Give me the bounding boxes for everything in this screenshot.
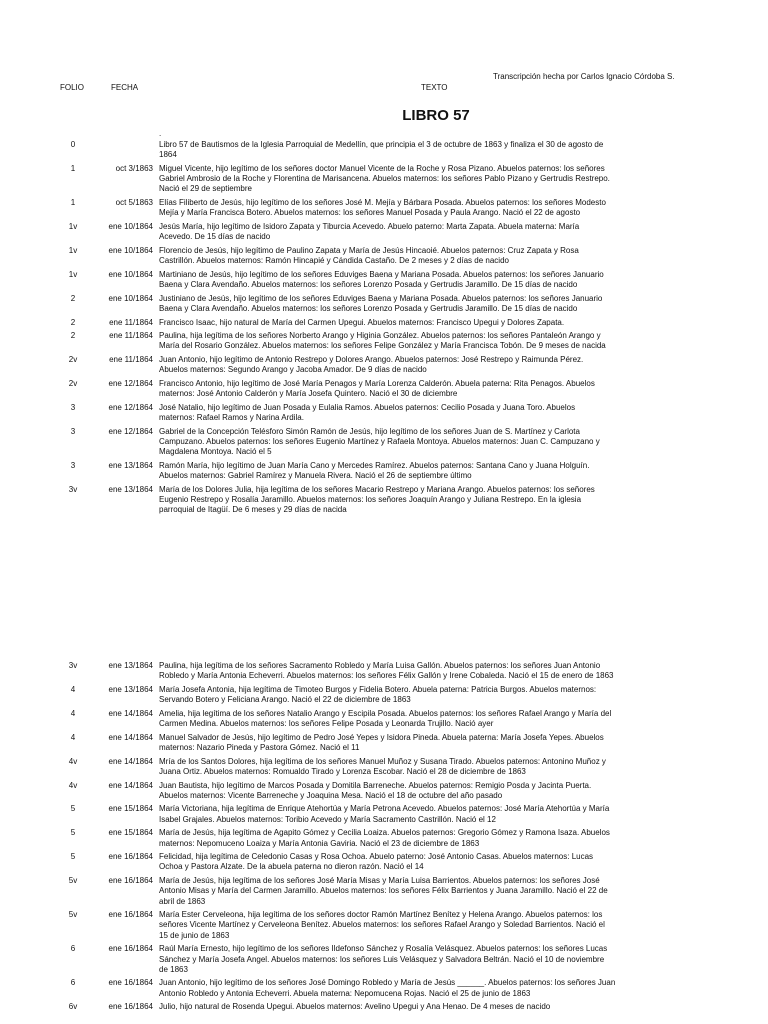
record-text	[159, 403, 719, 423]
record-text-line: Raúl María Ernesto, hijo legítimo de los señores Ildefonso Sánchez y Rosalía Velásquez. Abuelos paternos: los señores Lucas	[159, 944, 608, 954]
record-text	[159, 757, 719, 777]
record-text-line: Sánchez y María Josefa Angel. Abuelos maternos: los señores Luis Velásquez y Salvadora Beltrán. Nació el 10 de noviembre	[159, 954, 605, 964]
record-text-line: Antonio Robledo y Antonia Echeverri. Abuela materna: Nepomucena Rojas. Nació el 25 de junio de 1863	[159, 988, 531, 998]
record-folio: 1v	[68, 245, 78, 255]
record-date: ene 10/1864	[108, 293, 153, 303]
record-folio: 6v	[68, 1002, 78, 1012]
record-date: ene 16/1864	[108, 876, 153, 886]
record-date: ene 15/1864	[108, 828, 153, 838]
record-date: oct 5/1863	[115, 198, 153, 207]
record-date: ene 16/1864	[108, 944, 153, 954]
record-folio: 1	[70, 198, 76, 207]
record-folio: 4v	[68, 756, 78, 766]
record-text-line: abril de 1863	[159, 896, 206, 906]
record-folio: 2v	[68, 355, 78, 365]
record-folio: 1v	[68, 221, 78, 231]
record-text-line: María de Jesús, hija legítima de Agapito Gómez y Cecilia Loaiza. Abuelos paternos: Gregorio Gómez y Ramona Isaza. Abuelos	[159, 828, 610, 838]
record-folio: 2	[70, 293, 76, 303]
record-text-line: Juan Bautista, hijo legítimo de Marcos Posada y Domitila Barreneche. Abuelos paternos: Remigio Posda y Jacinta Puerta.	[159, 780, 592, 790]
record-folio: 3v	[68, 661, 78, 670]
record-text-line: Carmen Medina. Abuelos maternos: los señores Felipe Posada y Leonarda Trujillo. Nació ayer	[159, 719, 494, 728]
record-date: ene 10/1864	[108, 245, 153, 255]
record-text	[159, 140, 719, 160]
record-date: ene 16/1864	[108, 852, 153, 862]
transcription-credit: Transcripción hecha por Carlos Ignacio Córdoba S.	[493, 72, 675, 81]
record-text-line: Mría de los Santos Dolores, hija legítima de los señores Manuel Muñoz y Susana Tirado. Abuelos paternos: Antonino Muñoz y	[159, 756, 606, 766]
record-text	[159, 709, 719, 729]
record-text	[159, 198, 719, 218]
record-text-line: Gabriel Ambrosio de la Roche y Florentina de Marisancena. Abuelos maternos: los señores Pablo Pizano y Gertrudis Restrepo.	[159, 174, 610, 184]
record-text	[159, 876, 719, 907]
record-folio: 6	[70, 944, 76, 954]
record-text-line: Juana Ortiz. Abuelos maternos: Romualdo Tirado y Lorenza Escobar. Nació el 28 de diciembre de 1863	[159, 766, 526, 776]
record-folio: 5	[70, 828, 76, 838]
record-text	[159, 294, 719, 314]
record-text-line: Juan Antonio, hijo legítimo de Antonio Restrepo y Dolores Arango. Abuelos paternos: José Restrepo y Raimunda Pérez.	[159, 355, 584, 365]
record-text-line: Florencio de Jesús, hijo legítimo de Paulino Zapata y María de Jesús Hincaoié. Abuelos paternos: Cruz Zapata y Rosa	[159, 245, 579, 255]
record-text	[159, 461, 719, 481]
record-date: ene 11/1864	[109, 317, 153, 327]
record-folio: 2	[70, 317, 76, 327]
record-date: oct 3/1863	[115, 163, 153, 173]
record-folio: 3	[70, 426, 76, 436]
record-date: ene 11/1864	[109, 355, 153, 365]
record-text	[159, 246, 719, 266]
record-date: ene 13/1864	[108, 684, 153, 694]
record-text	[159, 733, 719, 753]
record-text	[159, 978, 719, 998]
record-text-line: 1864	[159, 150, 177, 160]
column-header-fecha: FECHA	[111, 83, 139, 92]
record-date: ene 13/1864	[108, 661, 153, 670]
record-text-line: José Natalio, hijo legítimo de Juan Posada y Eulalia Ramos. Abuelos paternos: Cecilio Posada y Juana Toro. Abuelos	[159, 402, 576, 412]
record-text	[159, 355, 719, 375]
record-folio: 3v	[68, 484, 78, 494]
record-text-line: maternos: José Antonio Calderón y María Josefa Quintero. Nació el 30 de diciembre	[159, 389, 458, 399]
record-text-line: Baena y Clara Avendaño. Abuelos maternos: los señores Lorenzo Posada y Gertrudis Jaramillo. De 15 días de nacido	[159, 303, 578, 313]
record-date: ene 13/1864	[108, 484, 153, 494]
record-text	[159, 685, 719, 705]
record-folio: 1v	[68, 269, 78, 279]
record-folio: 6	[70, 978, 76, 988]
record-text-line: Felicidad, hija legítima de Celedonio Casas y Rosa Ochoa. Abuelo paterno: José Antonio Casas. Abuelos maternos: Lucas	[159, 852, 594, 862]
record-text-line: Francisco Antonio, hijo legítimo de José María Penagos y María Lorenza Calderón. Abuela paterna: Rita Penagos. Abuelos	[159, 379, 595, 388]
record-folio: 5v	[68, 910, 78, 920]
record-text-line: Gabriel de la Concepción Telésforo Simón Ramón de Jesús, hijo legítimo de los señores Juan de S. Martínez y Carlota	[159, 426, 580, 436]
leading-dot: .	[159, 129, 162, 138]
record-text-line: maternos: Rafael Ramos y Narina Ardila.	[159, 413, 304, 423]
record-folio: 4v	[68, 780, 78, 790]
record-date: ene 14/1864	[108, 732, 153, 742]
record-text-line: Miguel Vicente, hijo legítimo de los señores doctor Manuel Vicente de la Roche y Rosa Pizano. Abuelos paternos: los señores	[159, 163, 605, 173]
record-text	[159, 222, 719, 242]
record-text-line: maternos: Nazario Pineda y Pastora Gómez. Nació el 11	[159, 742, 360, 752]
record-text	[159, 427, 719, 458]
record-text-line: Elías Filiberto de Jesús, hijo legítimo de los señores José M. Mejía y Bárbara Posada. Abuelos paternos: los señores Modesto	[159, 198, 606, 207]
record-text-line: Martiniano de Jesús, hijo legítimo de los señores Eduviges Baena y Mariana Posada. Abuelos paternos: los señores Januario	[159, 269, 604, 279]
record-text-line: Magdalena Montoya. Nació el 5	[159, 447, 272, 457]
record-text-line: Mejía y María Francisca Botero. Abuelos maternos: los señores Manuel Posada y Paula Arango. Nació el 22 de agosto	[159, 208, 581, 218]
record-text-line: señores Vicente Martínez y Cerveleona Benítez. Abuelos maternos: los señores Rafael Arango y Soledad Barrientos. Nació el	[159, 920, 605, 930]
record-text-line: Paulina, hija legítima de los señores Sacramento Robledo y María Luisa Gallón. Abuelos paternos: los señores Juan Antonio	[159, 661, 601, 670]
record-folio: 5	[70, 804, 76, 814]
record-text	[159, 944, 719, 975]
record-text-line: María Ester Cerveleona, hija legítima de los señores doctor Ramón Martínez Benítez y Helena Arango. Abuelos paternos: los	[159, 910, 603, 920]
record-text-line: Libro 57 de Bautismos de la Iglesia Parroquial de Medellín, que principia el 3 de octubre de 1863 y finaliza el 30 de agosto de	[159, 140, 604, 149]
record-text-line: maternos: Nepomuceno Loaiza y María Antonia Gaviria. Nació el 23 de diciembre de 1863	[159, 838, 480, 848]
record-text-line: Servando Botero y Feliciana Arango. Nació el 22 de diciembre de 1863	[159, 695, 411, 705]
record-text	[159, 828, 719, 848]
record-text-line: Abuelos maternos: Gabriel Ramírez y Manuela Rivera. Nació el 26 de septiembre último	[159, 471, 472, 481]
record-text-line: Castrillón. Abuelos maternos: Ramón Hincapié y Cándida Castaño. De 2 meses y 2 días de nacido	[159, 256, 509, 265]
record-date: ene 12/1864	[108, 402, 153, 412]
record-text-line: Isabel Grajales. Abuelos maternos: Toribio Acevedo y María Sacramento Castrillón. Nació el 12	[159, 814, 496, 824]
record-text-line: Manuel Salvador de Jesús, hijo legítimo de Pedro José Yepes y Isidora Pineda. Abuela paterna: María Josefa Yepes. Abuelos	[159, 732, 604, 742]
record-text	[159, 318, 719, 328]
record-text-line: Eugenio Restrepo y Rosalía Jaramillo. Abuelos maternos: los señores Joaquín Arango y Juliana Restrepo. En la iglesia	[159, 495, 582, 504]
record-text-line: Baena y Clara Avendaño. Abuelos maternos: los señores Lorenzo Posada y Gertrudis Jaramillo. De 15 días de nacido	[159, 279, 578, 289]
record-text-line: Abuelos maternos: Vicente Barreneche y Joaquina Mesa. Nació el 18 de octubre del año pasado	[159, 790, 503, 800]
record-date: ene 10/1864	[108, 269, 153, 279]
record-date: ene 14/1864	[108, 756, 153, 766]
record-text-line: María del Rosario González. Abuelos maternos: los señores Felipe González y María Francisca Tobón. De 9 meses de nacida	[159, 341, 606, 351]
record-text	[159, 910, 719, 941]
record-date: ene 11/1864	[109, 331, 153, 341]
record-text-line: María de los Dolores Julia, hija legítima de los señores Macario Restrepo y Mariana Arango. Abuelos paternos: los señores	[159, 484, 595, 494]
record-text-line: Paulina, hija legítima de los señores Norberto Arango y Higinia González. Abuelos paternos: los señores Pantaleón Arango y	[159, 331, 601, 341]
record-text-line: Juan Antonio, hijo legítimo de los señores José Domingo Robledo y María de Jesús ______. Abuelos paternos: los señores Juan	[159, 978, 616, 988]
record-text	[159, 852, 719, 872]
record-folio: 2v	[68, 379, 78, 388]
record-folio: 2	[70, 331, 76, 341]
record-date: ene 10/1864	[108, 221, 153, 231]
record-date: ene 16/1864	[108, 1002, 153, 1012]
record-text-line: Antonio Misas y María del Carmen Jaramillo. Abuelos maternos: los señores Félix Barrientos y Juana Jaramillo. Nació el 22 de	[159, 886, 608, 896]
record-date: ene 16/1864	[108, 910, 153, 920]
record-date: ene 14/1864	[108, 708, 153, 718]
record-text-line: Ochoa y Pastora Alzate. De la abuela paterna no dieron razón. Nació el 14	[159, 862, 424, 872]
record-date: ene 12/1864	[108, 379, 153, 388]
record-folio: 3	[70, 460, 76, 470]
record-date: ene 13/1864	[108, 460, 153, 470]
record-text	[159, 485, 719, 516]
record-text-line: Justiniano de Jesús, hijo legítimo de los señores Eduviges Baena y Mariana Posada. Abuelos paternos: los señores Januario	[159, 293, 603, 303]
record-folio: 5	[70, 852, 76, 862]
record-text	[159, 1002, 719, 1012]
record-text-line: Julio, hijo natural de Rosenda Upegui. Abuelos maternos: Avelino Upegui y Ana Henao. De 4 meses de nacido	[159, 1002, 551, 1012]
column-header-folio: FOLIO	[60, 83, 85, 92]
record-text-line: Francisco Isaac, hijo natural de María del Carmen Upegui. Abuelos maternos: Francisco Upegui y Dolores Zapata.	[159, 317, 565, 327]
record-text-line: María Josefa Antonia, hija legítima de Timoteo Burgos y Fidelia Botero. Abuela paterna: Patricia Burgos. Abuelos maternos:	[159, 684, 597, 694]
record-date: ene 16/1864	[108, 978, 153, 988]
record-folio: 1	[70, 163, 76, 173]
record-text-line: Campuzano. Abuelos paternos: los señores Eugenio Martínez y Rafaela Montoya. Abuelos maternos: Juan C. Campuzano y	[159, 437, 600, 446]
record-text	[159, 379, 719, 399]
record-text	[159, 804, 719, 824]
record-folio: 4	[70, 708, 76, 718]
record-text	[159, 661, 719, 681]
record-text-line: Jesús María, hijo legítimo de Isidoro Zapata y Tiburcia Acevedo. Abuelo paterno: Marta Zapata. Abuela materna: María	[159, 221, 580, 231]
record-folio: 4	[70, 732, 76, 742]
record-folio: 4	[70, 684, 76, 694]
record-date: ene 12/1864	[108, 426, 153, 436]
record-date: ene 14/1864	[108, 780, 153, 790]
record-text-line: Acevedo. De 15 días de nacido	[159, 232, 271, 242]
record-text	[159, 270, 719, 290]
record-text-line: parroquial de Itagüí. De 6 meses y 29 días de nacida	[159, 505, 347, 515]
record-text	[159, 781, 719, 801]
record-text-line: Robledo y María Antonia Echeverri. Abuelos maternos: los señores Félix Gallón y Irene Cobaleda. Nació el 15 de enero de 1863	[159, 671, 614, 681]
record-folio: 0	[70, 140, 76, 149]
book-title: LIBRO 57	[402, 107, 470, 124]
record-text-line: de 1863	[159, 964, 188, 974]
record-text-line: Amelia, hija legítima de los señores Natalio Arango y Escipila Posada. Abuelos paternos: los señores Rafael Arango y María del	[159, 708, 612, 718]
record-text-line: Nació el 29 de septiembre	[159, 184, 252, 194]
record-folio: 3	[70, 402, 76, 412]
record-text-line: María de Jesús, hija legítima de los señores José María Misas y María Luisa Barrientos. Abuelos paternos: los señores José	[159, 876, 600, 886]
record-text-line: Ramón María, hijo legítimo de Juan María Cano y Mercedes Ramírez. Abuelos paternos: Santana Cano y Juana Holguín.	[159, 460, 590, 470]
record-text-line: 15 de junio de 1863	[159, 930, 230, 940]
column-header-texto: TEXTO	[421, 83, 448, 92]
record-text	[159, 164, 719, 195]
record-date: ene 15/1864	[108, 804, 153, 814]
record-text-line: María Victoriana, hija legítima de Enrique Atehortúa y María Petrona Acevedo. Abuelos paternos: José María Atehortúa y María	[159, 804, 610, 814]
record-folio: 5v	[68, 876, 78, 886]
record-text-line: Abuelos maternos: Segundo Arango y Jacoba Amador. De 9 días de nacido	[159, 365, 427, 375]
record-text	[159, 331, 719, 351]
